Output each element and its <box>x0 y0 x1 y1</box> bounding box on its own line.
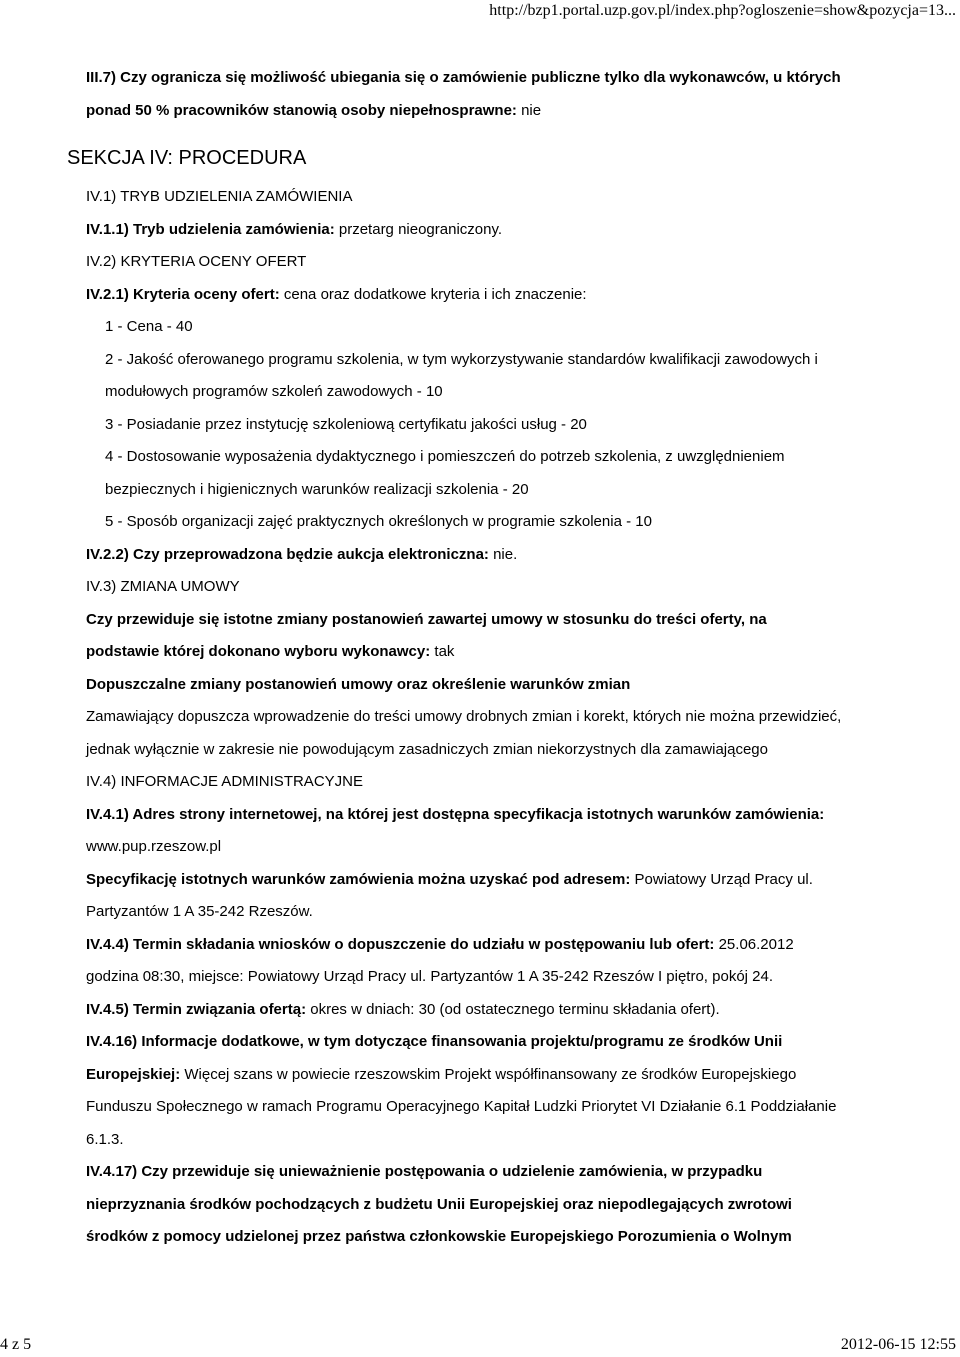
section-3-7-value: nie <box>521 101 542 119</box>
section-4-3-heading: IV.3) ZMIANA UMOWY <box>86 578 240 595</box>
section-4-1-1 <box>86 214 956 247</box>
criteria-line: 4 - Dostosowanie wyposażenia dydaktycznego i pomieszczeń do potrzeb szkolenia, z uwzględnieniem <box>105 448 785 465</box>
auction-value: nie. <box>493 545 518 563</box>
deadline-line1 <box>86 929 956 962</box>
deadline-label: IV.4.4) Termin składania wniosków o dopuszczenie do udziału w postępowaniu lub ofert: <box>86 935 715 953</box>
criteria-line: 2 - Jakość oferowanego programu szkolenia, w tym wykorzystywanie standardów kwalifikacji zawodowych i <box>105 350 818 368</box>
criteria-line: 1 - Cena - 40 <box>105 318 193 335</box>
section-4-4-heading: IV.4) INFORMACJE ADMINISTRACYJNE <box>86 773 363 790</box>
section-4-2-heading: IV.2) KRYTERIA OCENY OFERT <box>86 253 307 270</box>
contract-change-question-line2 <box>86 636 956 669</box>
section-4-2-1 <box>86 279 956 312</box>
additional-info-line3: Funduszu Społecznego w ramach Programu Operacyjnego Kapitał Ludzki Priorytet VI Działanie 6.1 Poddziałanie <box>86 1098 837 1115</box>
criteria-line: bezpiecznych i higienicznych warunków realizacji szkolenia - 20 <box>105 480 529 498</box>
siwz-address-line2: Partyzantów 1 A 35-242 Rzeszów. <box>86 903 313 920</box>
contract-change-label: podstawie której dokonano wyboru wykonawcy: <box>86 643 431 660</box>
criteria-line: 5 - Sposób organizacji zajęć praktycznych określonych w programie szkolenia - 10 <box>105 513 652 530</box>
document-content <box>67 62 956 1254</box>
siwz-address-line1 <box>86 864 956 897</box>
allowed-changes-heading: Dopuszczalne zmiany postanowień umowy oraz określenie warunków zmian <box>86 675 631 693</box>
cancellation-line2: nieprzyznania środków pochodzących z budżetu Unii Europejskiej oraz niepodlegających zwrotowi <box>86 1195 792 1213</box>
section-4-2-2 <box>86 539 956 572</box>
criteria-line: modułowych programów szkoleń zawodowych - 10 <box>105 383 443 400</box>
page-url-header: http://bzp1.portal.uzp.gov.pl/index.php?ogloszenie=show&pozycja=13... <box>489 2 956 19</box>
section-3-7-label: ponad 50 % pracowników stanowią osoby niepełnosprawne: <box>86 101 517 119</box>
additional-info-line1: IV.4.16) Informacje dodatkowe, w tym dotyczące finansowania projektu/programu ze środków Unii <box>86 1033 783 1050</box>
contract-change-question-line1: Czy przewiduje się istotne zmiany postanowień zawartej umowy w stosunku do treści oferty, na <box>86 610 767 628</box>
siwz-address-value: Powiatowy Urząd Pracy ul. <box>634 870 813 888</box>
procedure-type-value: przetarg nieograniczony. <box>338 220 503 238</box>
binding-period-line <box>86 994 956 1027</box>
allowed-changes-line2: jednak wyłącznie w zakresie nie powodującym zasadniczych zmian niekorzystnych dla zamawiającego <box>86 740 768 758</box>
procedure-type-label: IV.1.1) Tryb udzielenia zamówienia: <box>86 220 335 238</box>
auction-label: IV.2.2) Czy przeprowadzona będzie aukcja elektroniczna: <box>86 545 489 563</box>
cancellation-line3: środków z pomocy udzielonej przez państwa członkowskie Europejskiego Porozumienia o Wolnym <box>86 1228 792 1245</box>
allowed-changes-line1: Zamawiający dopuszcza wprowadzenie do treści umowy drobnych zmian i korekt, których nie można przewidzieć, <box>86 708 842 725</box>
additional-info-value: Więcej szans w powiecie rzeszowskim Projekt współfinansowany ze środków Europejskiego <box>184 1065 797 1083</box>
additional-info-label: Europejskiej: <box>86 1065 181 1083</box>
siwz-url-label: IV.4.1) Adres strony internetowej, na której jest dostępna specyfikacja istotnych warunków zamówienia: <box>86 805 825 823</box>
binding-period-label: IV.4.5) Termin związania ofertą: <box>86 1000 307 1018</box>
criteria-label: IV.2.1) Kryteria oceny ofert: <box>86 285 280 303</box>
additional-info-line2 <box>86 1059 956 1092</box>
additional-info-line4: 6.1.3. <box>86 1130 124 1148</box>
siwz-address-label: Specyfikację istotnych warunków zamówienia można uzyskać pod adresem: <box>86 870 631 888</box>
criteria-value: cena oraz dodatkowe kryteria i ich znaczenie: <box>283 285 587 303</box>
section-3-7-line1: III.7) Czy ogranicza się możliwość ubiegania się o zamówienie publiczne tylko dla wykonawców, u których <box>86 69 841 86</box>
criteria-line: 3 - Posiadanie przez instytucję szkoleniową certyfikatu jakości usług - 20 <box>105 415 587 433</box>
cancellation-line1: IV.4.17) Czy przewiduje się unieważnienie postępowania o udzielenie zamówienia, w przypadku <box>86 1163 763 1180</box>
deadline-date: 25.06.2012 <box>718 935 794 953</box>
siwz-url-row <box>86 831 956 864</box>
contract-change-value: tak <box>434 643 455 660</box>
siwz-url-link[interactable]: www.pup.rzeszow.pl <box>86 838 222 855</box>
page-number: 4 z 5 <box>0 1336 32 1353</box>
section-title: SEKCJA IV: PROCEDURA <box>67 147 307 169</box>
deadline-line2: godzina 08:30, miejsce: Powiatowy Urząd Pracy ul. Partyzantów 1 A 35-242 Rzeszów I piętro, pokój 24. <box>86 968 774 985</box>
section-4-1-heading: IV.1) TRYB UDZIELENIA ZAMÓWIENIA <box>86 188 353 205</box>
section-3-7-line2 <box>86 95 956 128</box>
print-datetime: 2012-06-15 12:55 <box>840 1336 956 1353</box>
binding-period-value: okres w dniach: 30 (od ostatecznego terminu składania ofert). <box>310 1000 720 1018</box>
